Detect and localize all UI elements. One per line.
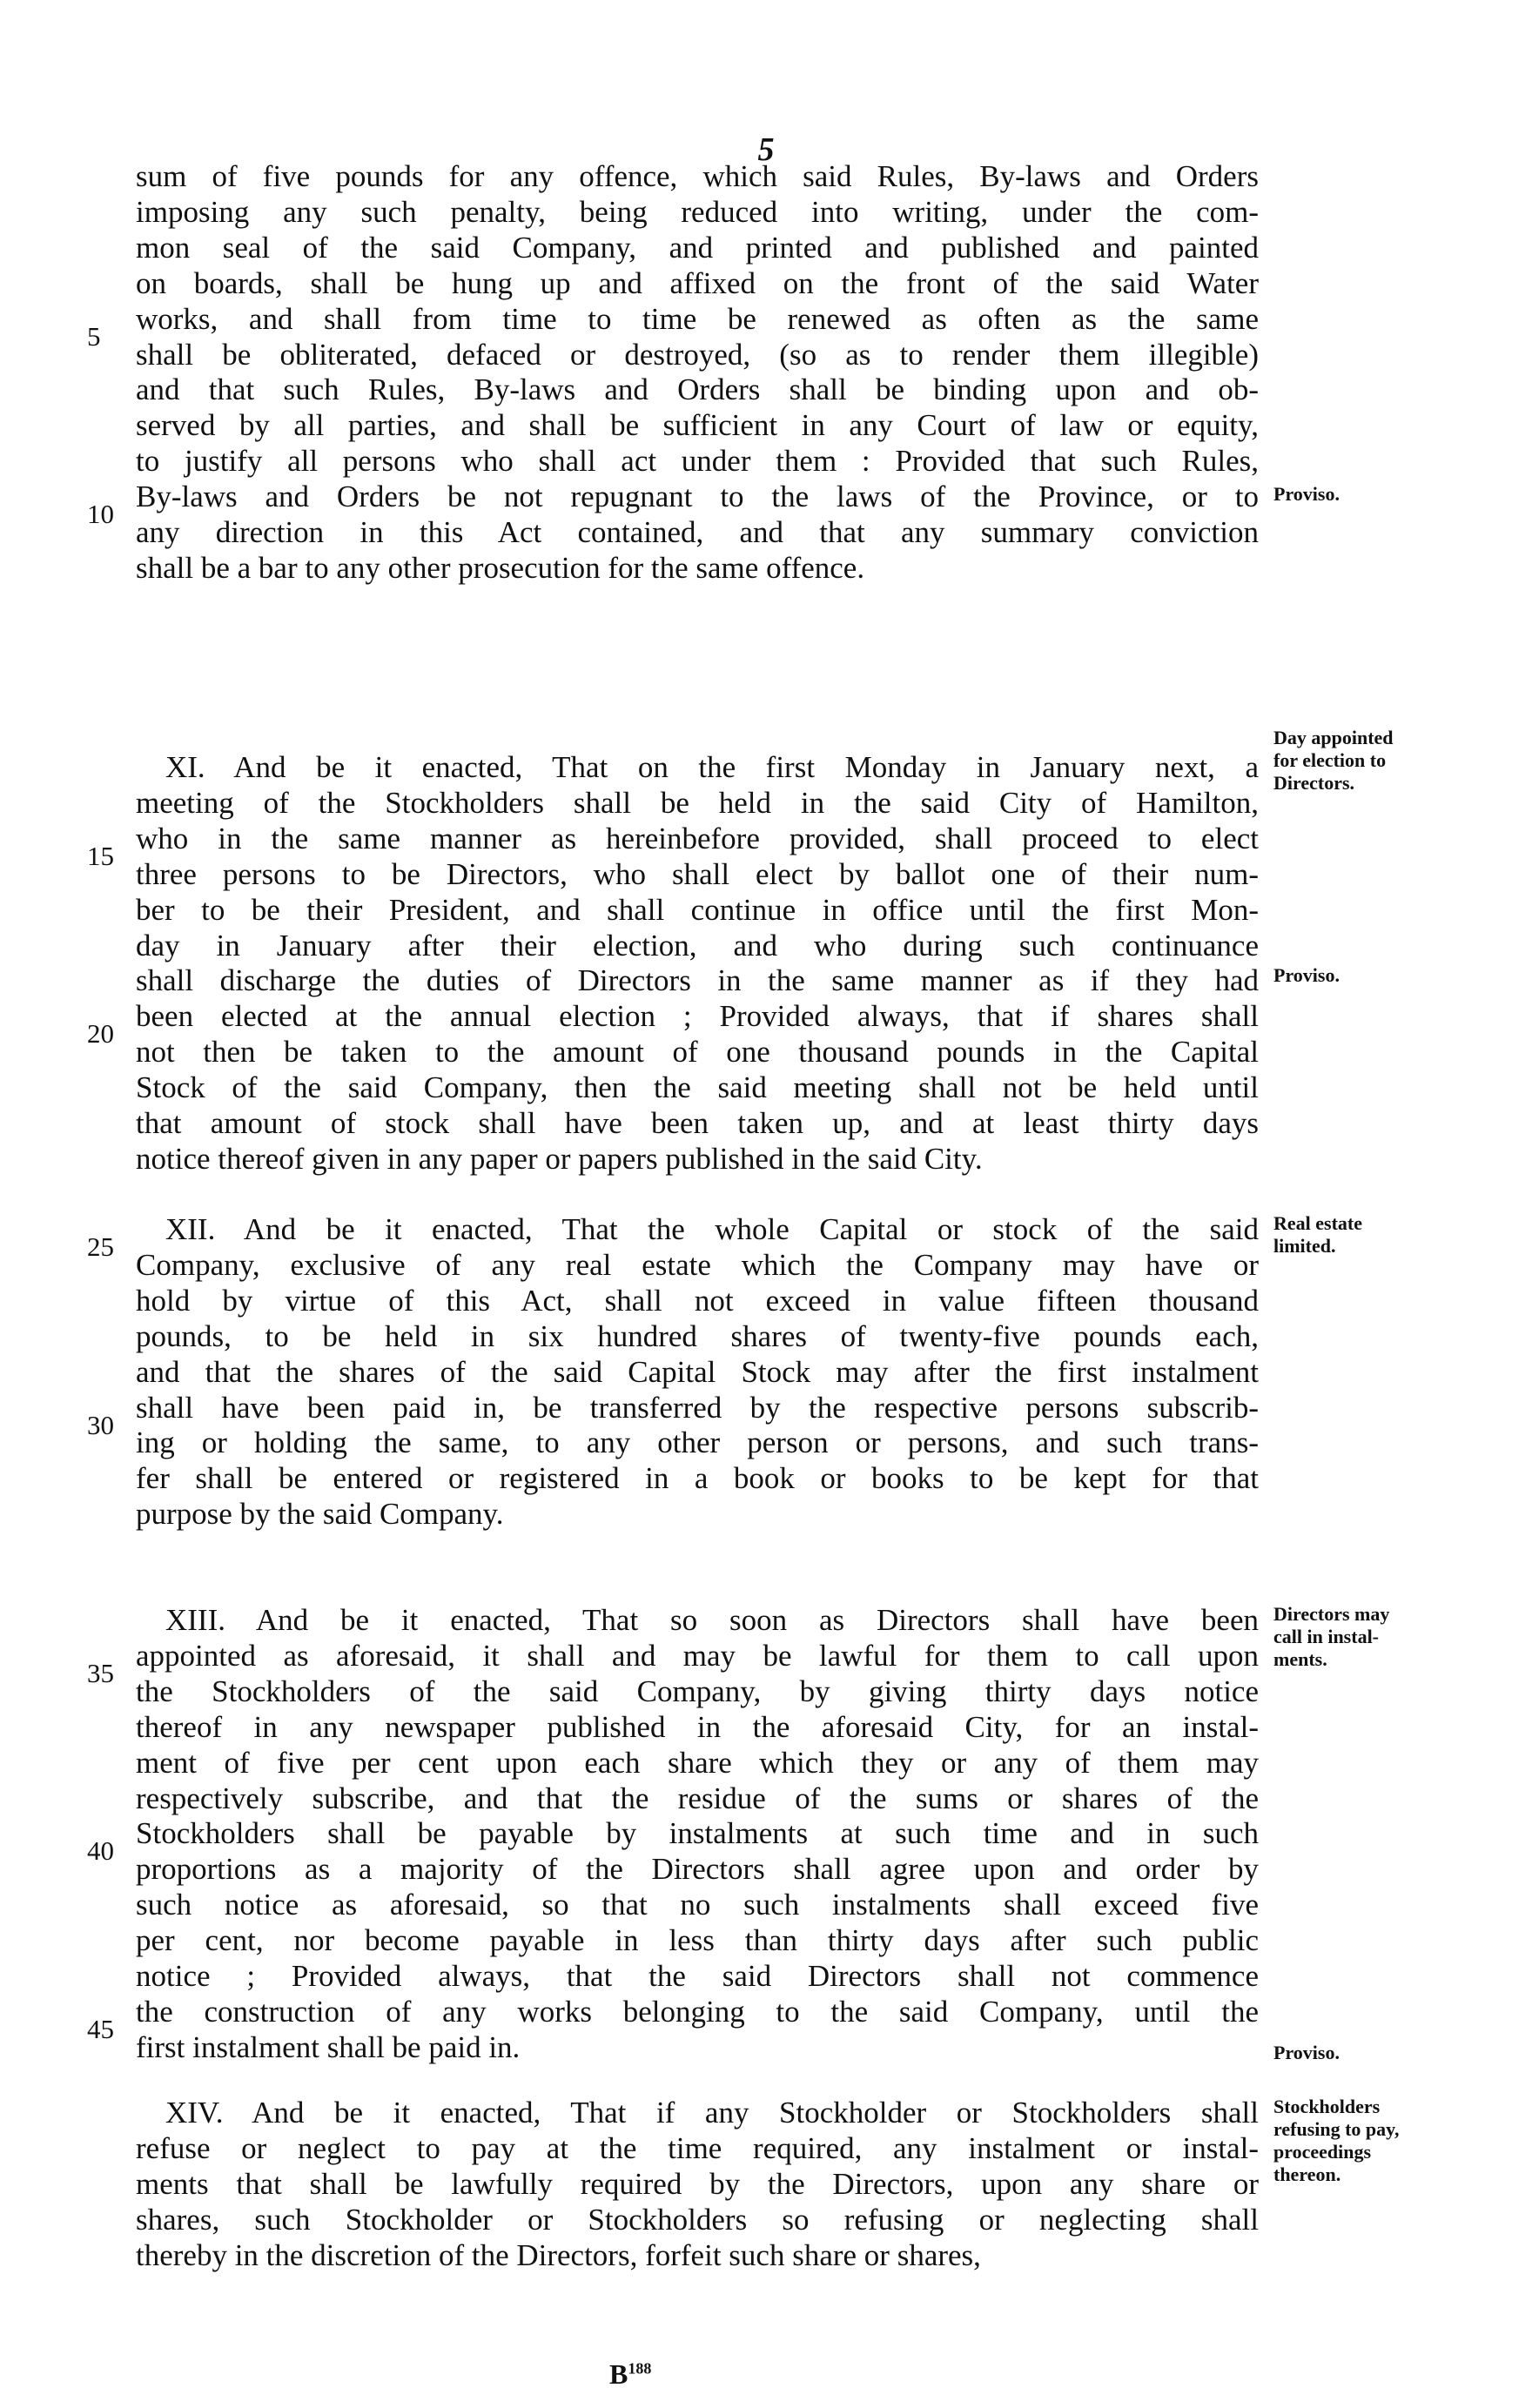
line-number: 45: [87, 2013, 114, 2044]
text-line: ment of five per cent upon each share which they or any of them may: [136, 1745, 1259, 1780]
text-line: Company, exclusive of any real estate which the Company may have or: [136, 1247, 1259, 1282]
margin-note-line: Directors may: [1273, 1603, 1390, 1625]
margin-note-line: Stockholders: [1273, 2096, 1381, 2117]
text-line: mon seal of the said Company, and printed and published and painted: [136, 230, 1259, 265]
margin-note: [1273, 727, 1482, 795]
text-line: appointed as aforesaid, it shall and may be lawful for them to call upon: [136, 1638, 1259, 1673]
text-line: shares, such Stockholder or Stockholders so refusing or neglecting shall: [136, 2202, 1259, 2237]
line-number: 20: [87, 1018, 114, 1050]
line-number: 15: [87, 840, 114, 871]
text-line: who in the same manner as hereinbefore provided, shall proceed to elect: [136, 821, 1259, 855]
text-line: imposing any such penalty, being reduced into writing, under the com-: [136, 194, 1259, 229]
text-line: XIV. And be it enacted, That if any Stockholder or Stockholders shall: [165, 2096, 1259, 2130]
margin-note-line: Directors.: [1273, 772, 1355, 794]
text-line: works, and shall from time to time be renewed as often as the same: [136, 301, 1259, 336]
text-line: shall have been paid in, be transferred by the respective persons subscrib-: [136, 1390, 1259, 1425]
text-line: the construction of any works belonging to the said Company, until the: [136, 1994, 1259, 2029]
margin-note-line: refusing to pay,: [1273, 2118, 1400, 2140]
signature-letter: B: [609, 2358, 628, 2390]
text-line: that amount of stock shall have been taken up, and at least thirty days: [136, 1106, 1259, 1140]
text-line: day in January after their election, and who during such continuance: [136, 928, 1259, 963]
line-number: 30: [87, 1409, 114, 1440]
text-line: notice ; Provided always, that the said Directors shall not commence: [136, 1959, 1259, 1993]
text-line: XI. And be it enacted, That on the first Monday in January next, a: [165, 750, 1259, 784]
text-line: been elected at the annual election ; Provided always, that if shares shall: [136, 999, 1259, 1034]
text-line: three persons to be Directors, who shall elect by ballot one of their num-: [136, 856, 1259, 891]
text-line: proportions as a majority of the Directors shall agree upon and order by: [136, 1852, 1259, 1887]
text-line: ber to be their President, and shall continue in office until the first Mon-: [136, 892, 1259, 927]
margin-note-line: call in instal-: [1273, 1626, 1380, 1647]
margin-note-line: Real estate: [1273, 1212, 1363, 1234]
margin-note-line: Proviso.: [1273, 483, 1340, 505]
text-line: on boards, shall be hung up and affixed on the front of the said Water: [136, 265, 1259, 300]
margin-note-line: ments.: [1273, 1648, 1327, 1670]
signature-number: 188: [628, 2359, 652, 2378]
margin-note-line: Proviso.: [1273, 964, 1340, 986]
text-line: thereby in the discretion of the Directors, forfeit such share or shares,: [136, 2237, 981, 2272]
text-line: shall discharge the duties of Directors in the same manner as if they had: [136, 963, 1259, 998]
margin-note: [1273, 483, 1482, 506]
line-number: 40: [87, 1835, 114, 1867]
page-number: 5: [757, 131, 775, 168]
margin-note: [1273, 2042, 1482, 2064]
text-line: hold by virtue of this Act, shall not exceed in value fifteen thousand: [136, 1283, 1259, 1318]
line-number: 35: [87, 1657, 114, 1688]
text-line: fer shall be entered or registered in a book or books to be kept for that: [136, 1461, 1259, 1496]
text-line: the Stockholders of the said Company, by giving thirty days notice: [136, 1674, 1259, 1708]
text-line: By-laws and Orders be not repugnant to the laws of the Province, or to: [136, 480, 1259, 514]
text-line: any direction in this Act contained, and that any summary conviction: [136, 515, 1259, 549]
margin-note: [1273, 1603, 1482, 1671]
text-line: sum of five pounds for any offence, which said Rules, By-laws and Orders: [136, 159, 1259, 193]
text-line: and that the shares of the said Capital Stock may after the first instalment: [136, 1354, 1259, 1389]
text-line: purpose by the said Company.: [136, 1497, 504, 1532]
text-line: ing or holding the same, to any other person or persons, and such trans-: [136, 1425, 1259, 1460]
line-number: 25: [87, 1231, 114, 1262]
text-line: served by all parties, and shall be sufficient in any Court of law or equity,: [136, 408, 1259, 443]
text-line: pounds, to be held in six hundred shares of twenty-five pounds each,: [136, 1318, 1259, 1353]
margin-note-line: for election to: [1273, 749, 1387, 771]
text-line: shall be obliterated, defaced or destroyed, (so as to render them illegible): [136, 337, 1259, 372]
text-line: Stock of the said Company, then the said meeting shall not be held until: [136, 1070, 1259, 1105]
line-number: 5: [87, 320, 101, 352]
margin-note: [1273, 964, 1482, 987]
text-line: and that such Rules, By-laws and Orders shall be binding upon and ob-: [136, 372, 1259, 407]
margin-note-line: proceedings: [1273, 2141, 1372, 2163]
text-line: per cent, nor become payable in less than thirty days after such public: [136, 1923, 1259, 1958]
text-line: XIII. And be it enacted, That so soon as Directors shall have been: [165, 1603, 1259, 1637]
text-line: respectively subscribe, and that the residue of the sums or shares of the: [136, 1781, 1259, 1815]
signature-mark: [609, 2358, 651, 2391]
margin-note-line: Day appointed: [1273, 727, 1394, 748]
text-line: Stockholders shall be payable by instalments at such time and in such: [136, 1816, 1259, 1851]
text-line: such notice as aforesaid, so that no such instalments shall exceed five: [136, 1888, 1259, 1922]
margin-note-line: thereon.: [1273, 2163, 1341, 2185]
text-line: ments that shall be lawfully required by the Directors, upon any share or: [136, 2166, 1259, 2201]
margin-note: [1273, 2096, 1482, 2186]
margin-note-line: Proviso.: [1273, 2042, 1340, 2063]
line-number: 10: [87, 499, 114, 530]
text-line: to justify all persons who shall act under them : Provided that such Rules,: [136, 444, 1259, 479]
text-line: notice thereof given in any paper or papers published in the said City.: [136, 1141, 983, 1176]
text-line: thereof in any newspaper published in the aforesaid City, for an instal-: [136, 1709, 1259, 1744]
text-line: XII. And be it enacted, That the whole Capital or stock of the said: [165, 1212, 1259, 1246]
text-line: refuse or neglect to pay at the time required, any instalment or instal-: [136, 2130, 1259, 2165]
text-line: not then be taken to the amount of one thousand pounds in the Capital: [136, 1035, 1259, 1070]
margin-note: [1273, 1212, 1482, 1258]
text-line: first instalment shall be paid in.: [136, 2029, 521, 2064]
text-line: meeting of the Stockholders shall be held in the said City of Hamilton,: [136, 785, 1259, 820]
margin-note-line: limited.: [1273, 1235, 1336, 1257]
text-line: shall be a bar to any other prosecution for the same offence.: [136, 550, 865, 585]
